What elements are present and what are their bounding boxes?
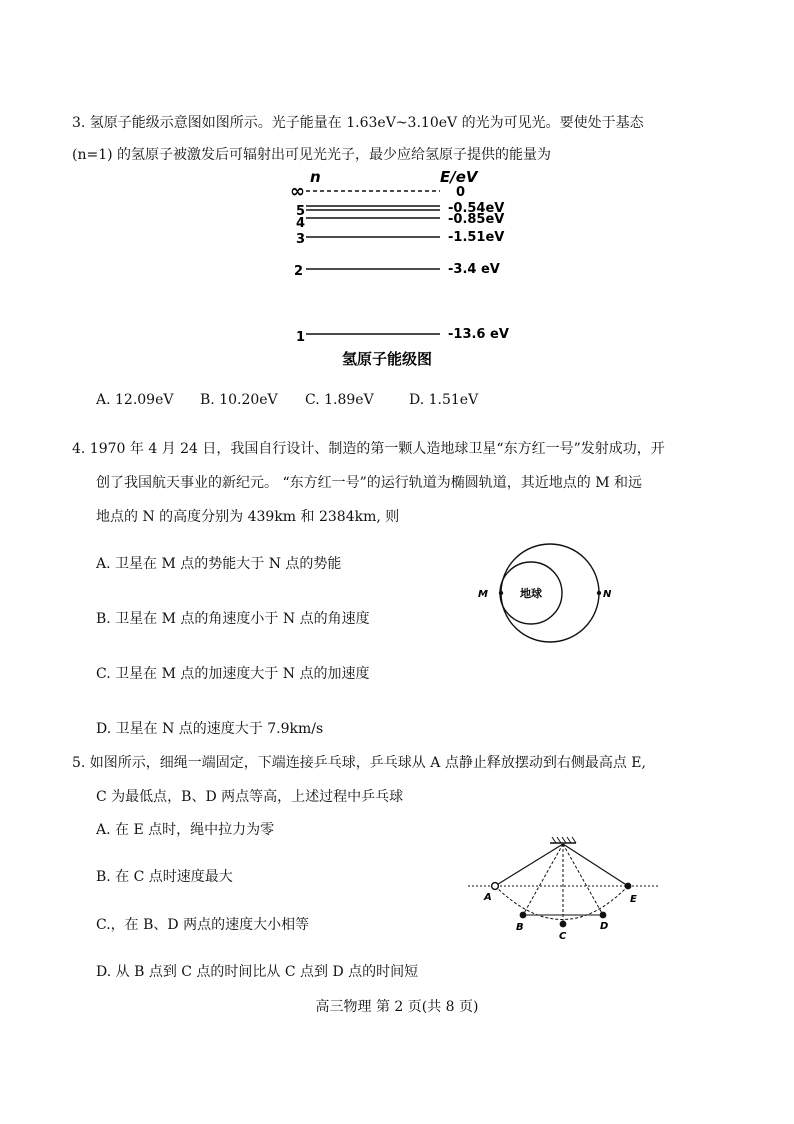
level-e-3: -1.51eV	[448, 230, 505, 245]
point-m-label: M	[478, 589, 488, 600]
energy-level-diagram	[270, 160, 520, 370]
ball-d	[600, 912, 607, 919]
q4-option-b: B. 卫星在 M 点的角速度小于 N 点的角速度	[96, 611, 370, 627]
string-a	[495, 844, 563, 886]
q3-stem-line2: (n=1) 的氢原子被激发后可辐射出可见光光子，最少应给氢原子提供的能量为	[72, 147, 552, 163]
string-e	[563, 844, 628, 886]
page-footer: 高三物理 第 2 页(共 8 页)	[315, 999, 479, 1015]
q4-option-c: C. 卫星在 M 点的加速度大于 N 点的加速度	[96, 666, 370, 682]
ball-e	[625, 883, 632, 890]
q5-option-b: B. 在 C 点时速度最大	[96, 869, 233, 885]
level-e-2: -3.4 eV	[448, 262, 500, 277]
point-n-label: N	[603, 589, 612, 600]
q4-option-a: A. 卫星在 M 点的势能大于 N 点的势能	[96, 556, 342, 572]
label-b: B	[516, 922, 524, 933]
q3-option-c: C. 1.89eV	[305, 392, 374, 408]
level-n-1: 1	[296, 330, 306, 345]
q5-option-c: C.，在 B、D 两点的速度大小相等	[96, 917, 310, 933]
q5-option-a: A. 在 E 点时，绳中拉力为零	[96, 822, 275, 838]
label-a: A	[484, 892, 492, 903]
level-e-inf: 0	[456, 185, 466, 200]
level-n-2: 2	[294, 264, 304, 279]
label-c: C	[559, 931, 567, 942]
q4-option-d: D. 卫星在 N 点的速度大于 7.9km/s	[96, 721, 324, 737]
satellite-orbit	[501, 544, 599, 642]
q4-stem-line3: 地点的 N 的高度分别为 439km 和 2384km, 则	[96, 509, 400, 525]
level-n-4: 4	[296, 216, 306, 231]
level-n-inf: ∞	[290, 181, 305, 202]
label-d: D	[600, 921, 609, 932]
q5-stem-line2: C 为最低点，B、D 两点等高，上述过程中乒乓球	[96, 789, 404, 805]
q3-stem-line1: 3. 氢原子能级示意图如图所示。光子能量在 1.63eV~3.10eV 的光为可见光。要使处于基态	[72, 115, 644, 131]
string-d	[563, 844, 603, 915]
q4-stem-line2: 创了我国航天事业的新纪元。 “东方红一号”的运行轨道为椭圆轨道，其近地点的 M 和远	[96, 475, 642, 491]
q3-option-d: D. 1.51eV	[409, 392, 479, 408]
q3-option-a: A. 12.09eV	[96, 392, 174, 408]
level-e-5: -0.54eV	[448, 201, 505, 216]
level-n-5: 5	[296, 204, 306, 219]
point-m	[499, 591, 503, 595]
energy-diagram-caption: 氢原子能级图	[342, 350, 433, 368]
level-n-3: 3	[296, 232, 306, 247]
orbit-diagram	[470, 540, 620, 650]
point-n	[597, 591, 601, 595]
q5-stem-line1: 5. 如图所示，细绳一端固定，下端连接乒乓球，乒乓球从 A 点静止释放摆动到右侧最高点 E,	[72, 755, 646, 771]
level-e-4: -0.85eV	[448, 212, 505, 227]
ceiling-hatch	[552, 837, 576, 843]
earth-label: 地球	[520, 587, 542, 600]
e-header: E/eV	[440, 168, 478, 186]
level-e-1: -13.6 eV	[448, 327, 509, 342]
ball-c	[560, 921, 567, 928]
ball-b	[520, 912, 527, 919]
label-e: E	[630, 894, 637, 905]
string-b	[523, 844, 563, 915]
q5-option-d: D. 从 B 点到 C 点的时间比从 C 点到 D 点的时间短	[96, 964, 419, 980]
n-header: n	[310, 168, 321, 186]
ball-a	[492, 883, 499, 890]
pendulum-diagram	[460, 835, 670, 945]
q3-option-b: B. 10.20eV	[200, 392, 278, 408]
q4-stem-line1: 4. 1970 年 4 月 24 日，我国自行设计、制造的第一颗人造地球卫星“东方红一号”发射成功，开	[72, 441, 665, 457]
